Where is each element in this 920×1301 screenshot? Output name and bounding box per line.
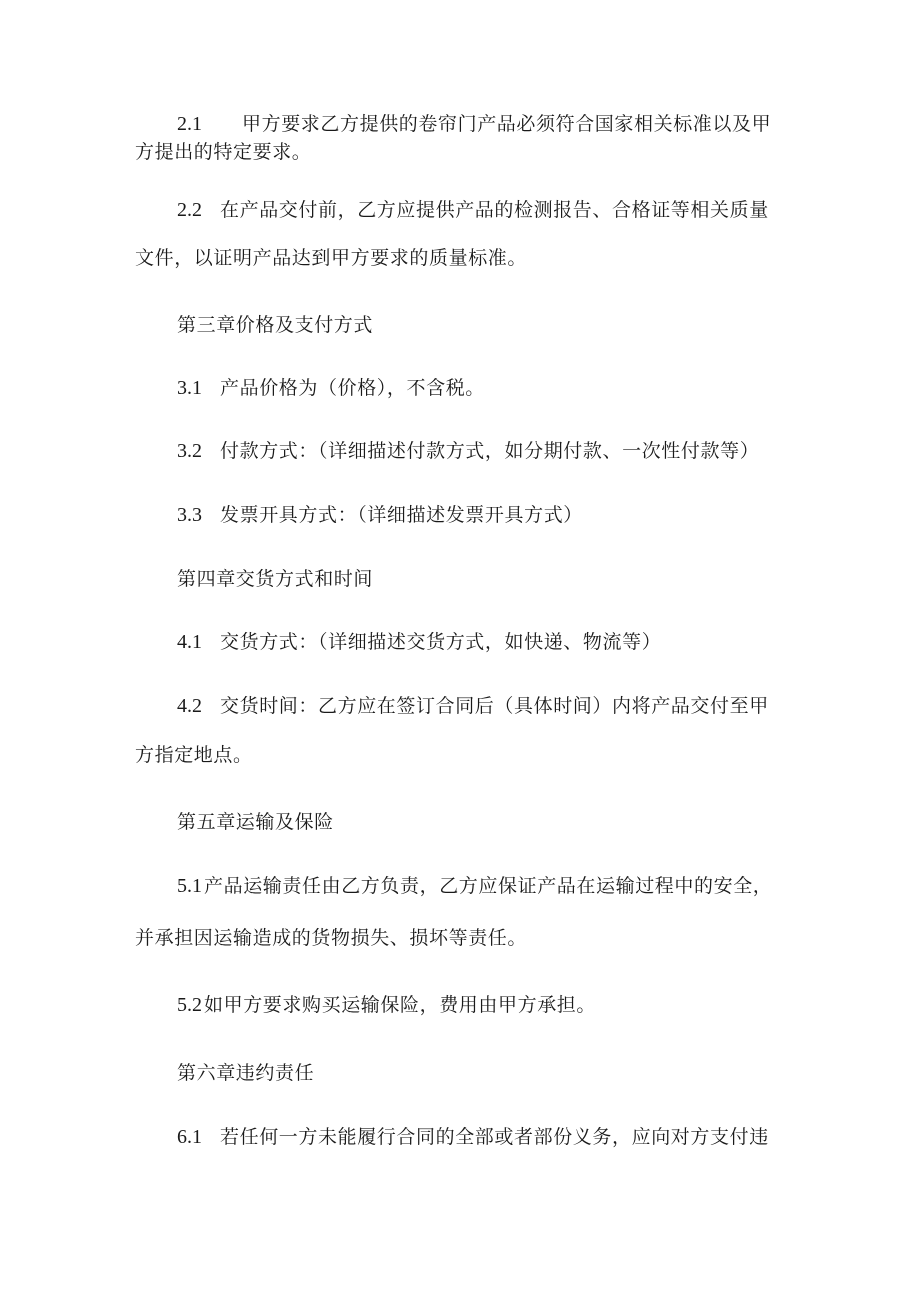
- clause-4-1: [177, 630, 661, 654]
- clause-5-1-line-2: [135, 926, 527, 950]
- clause-number: 2.2: [177, 199, 202, 221]
- clause-5-2: [177, 993, 596, 1017]
- clause-text: 发票开具方式：（详细描述发票开具方式）: [220, 504, 583, 526]
- clause-text: 方指定地点。: [135, 744, 253, 766]
- clause-number: 3.3: [177, 504, 202, 526]
- clause-number: 4.2: [177, 695, 202, 717]
- clause-text: 交货方式：（详细描述交货方式，如快递、物流等）: [220, 631, 662, 653]
- clause-2-1-line-1: [177, 112, 771, 136]
- clause-3-3: [177, 503, 583, 527]
- clause-2-2-line-1: [177, 198, 769, 222]
- clause-number: 4.1: [177, 631, 202, 653]
- clause-5-1-line-1: [177, 874, 772, 898]
- clause-text: 产品运输责任由乙方负责，乙方应保证产品在运输过程中的安全，: [204, 875, 773, 897]
- chapter-heading: 第五章运输及保险: [177, 811, 334, 833]
- chapter-heading: 第三章价格及支付方式: [177, 314, 374, 336]
- chapter-3-heading: [177, 313, 373, 337]
- chapter-6-heading: [177, 1061, 314, 1085]
- clause-text: 文件，以证明产品达到甲方要求的质量标准。: [135, 247, 528, 269]
- clause-2-1-line-2: [135, 140, 311, 164]
- clause-number: 3.2: [177, 440, 202, 462]
- chapter-4-heading: [177, 567, 373, 591]
- clause-text: 付款方式：（详细描述付款方式，如分期付款、一次性付款等）: [220, 440, 760, 462]
- clause-text: 在产品交付前，乙方应提供产品的检测报告、合格证等相关质量: [220, 199, 769, 221]
- clause-4-2-line-1: [177, 694, 769, 718]
- clause-6-1: [177, 1125, 769, 1149]
- clause-number: 6.1: [177, 1126, 202, 1148]
- chapter-5-heading: [177, 810, 334, 834]
- clause-text: 并承担因运输造成的货物损失、损坏等责任。: [135, 927, 528, 949]
- clause-text: 方提出的特定要求。: [135, 141, 312, 163]
- clause-3-2: [177, 439, 759, 463]
- clause-number: 5.2: [177, 994, 202, 1016]
- clause-text: 若任何一方未能履行合同的全部或者部份义务，应向对方支付违: [220, 1126, 769, 1148]
- clause-text: 如甲方要求购买运输保险，费用由甲方承担。: [204, 994, 597, 1016]
- clause-number: 5.1: [177, 875, 202, 897]
- clause-text: 交货时间：乙方应在签订合同后（具体时间）内将产品交付至甲: [220, 695, 769, 717]
- clause-2-2-line-2: [135, 246, 527, 270]
- clause-number: 2.1: [177, 113, 202, 135]
- clause-number: 3.1: [177, 377, 202, 399]
- chapter-heading: 第四章交货方式和时间: [177, 568, 374, 590]
- chapter-heading: 第六章违约责任: [177, 1062, 315, 1084]
- clause-text: 甲方要求乙方提供的卷帘门产品必须符合国家相关标准以及甲: [242, 113, 772, 135]
- clause-text: 产品价格为（价格），不含税。: [220, 377, 485, 399]
- clause-3-1: [177, 376, 485, 400]
- clause-4-2-line-2: [135, 743, 253, 767]
